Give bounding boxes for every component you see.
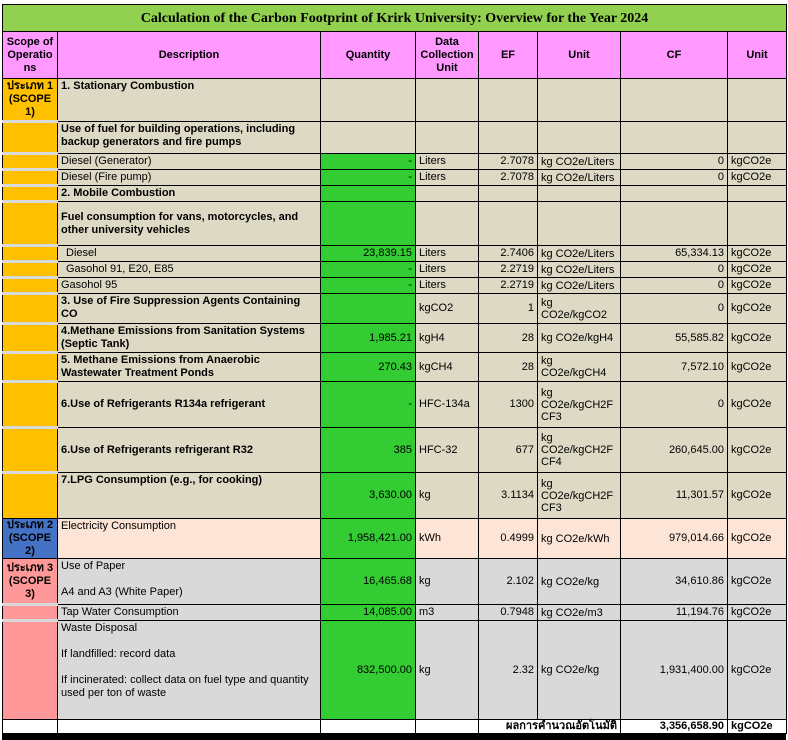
cf-unit-cell[interactable]: kgCO2e xyxy=(728,428,787,473)
ef-unit-cell[interactable]: kg CO2e/kgCH4 xyxy=(538,353,621,382)
ef-cell[interactable]: 0.4999 xyxy=(479,519,538,559)
ef-cell[interactable]: 2.102 xyxy=(479,559,538,605)
data-collection-unit-cell[interactable]: kg xyxy=(416,473,479,519)
cf-cell[interactable]: 0 xyxy=(621,278,728,294)
description-cell[interactable]: Gasohol 91, E20, E85 xyxy=(58,262,321,278)
description-cell[interactable]: 5. Methane Emissions from Anaerobic Wastewater Treatment Ponds xyxy=(58,353,321,382)
cf-cell[interactable]: 34,610.86 xyxy=(621,559,728,605)
cf-cell[interactable]: 979,014.66 xyxy=(621,519,728,559)
data-collection-unit-cell[interactable]: kgCH4 xyxy=(416,353,479,382)
scope-cell[interactable] xyxy=(3,278,58,294)
description-cell[interactable]: 7.LPG Consumption (e.g., for cooking) xyxy=(58,473,321,519)
data-collection-unit-cell[interactable]: HFC-32 xyxy=(416,428,479,473)
ef-cell[interactable]: 1 xyxy=(479,294,538,324)
scope-cell[interactable] xyxy=(3,122,58,154)
ef-cell[interactable]: 677 xyxy=(479,428,538,473)
table-bottom-edge xyxy=(2,734,786,740)
data-collection-unit-cell[interactable] xyxy=(416,202,479,246)
cf-cell[interactable]: 0 xyxy=(621,154,728,170)
cf-unit-cell[interactable] xyxy=(728,186,787,202)
quantity-cell[interactable] xyxy=(321,122,416,154)
description-cell[interactable]: Electricity Consumption xyxy=(58,519,321,559)
description-cell[interactable]: Waste Disposal If landfilled: record data If incinerated: collect data on fuel type and quantity used per ton of waste xyxy=(58,621,321,720)
ef-unit-cell[interactable]: kg CO2e/Liters xyxy=(538,154,621,170)
scope-cell[interactable] xyxy=(3,170,58,186)
ef-unit-cell[interactable]: kg CO2e/kgCO2 xyxy=(538,294,621,324)
quantity-cell[interactable]: - xyxy=(321,154,416,170)
quantity-cell[interactable]: 832,500.00 xyxy=(321,621,416,720)
cf-unit-cell[interactable]: kgCO2e xyxy=(728,154,787,170)
description-cell[interactable]: 4.Methane Emissions from Sanitation Systems (Septic Tank) xyxy=(58,324,321,353)
description-cell[interactable]: 2. Mobile Combustion xyxy=(58,186,321,202)
ef-unit-cell[interactable]: kg CO2e/kgCH2FCF3 xyxy=(538,382,621,428)
quantity-cell[interactable]: - xyxy=(321,262,416,278)
data-collection-unit-cell[interactable]: kgH4 xyxy=(416,324,479,353)
ef-unit-cell[interactable]: kg CO2e/m3 xyxy=(538,605,621,621)
ef-unit-cell[interactable] xyxy=(538,186,621,202)
quantity-cell[interactable]: 16,465.68 xyxy=(321,559,416,605)
table-row xyxy=(3,170,787,186)
ef-unit-cell[interactable]: kg CO2e/Liters xyxy=(538,278,621,294)
ef-cell[interactable] xyxy=(479,122,538,154)
description-cell[interactable]: 6.Use of Refrigerants refrigerant R32 xyxy=(58,428,321,473)
ef-cell[interactable]: 1300 xyxy=(479,382,538,428)
quantity-cell[interactable]: - xyxy=(321,278,416,294)
cf-unit-cell[interactable]: kgCO2e xyxy=(728,353,787,382)
description-cell[interactable]: 1. Stationary Combustion xyxy=(58,79,321,122)
description-cell[interactable]: Diesel xyxy=(58,246,321,262)
column-header-ef-unit[interactable]: Unit xyxy=(538,32,621,79)
ef-unit-cell[interactable]: kg CO2e/Liters xyxy=(538,246,621,262)
ef-cell[interactable]: 28 xyxy=(479,324,538,353)
table-row xyxy=(3,559,787,605)
cf-unit-cell[interactable]: kgCO2e xyxy=(728,605,787,621)
cf-unit-cell[interactable]: kgCO2e xyxy=(728,559,787,605)
ef-cell[interactable] xyxy=(479,79,538,122)
table-row xyxy=(3,246,787,262)
cf-cell[interactable]: 0 xyxy=(621,382,728,428)
scope-cell[interactable] xyxy=(3,428,58,473)
description-cell[interactable]: Diesel (Fire pump) xyxy=(58,170,321,186)
description-cell[interactable]: Diesel (Generator) xyxy=(58,154,321,170)
cf-unit-cell[interactable]: kgCO2e xyxy=(728,278,787,294)
footer-scope-cell[interactable] xyxy=(3,720,58,734)
table-row xyxy=(3,605,787,621)
ef-cell[interactable]: 28 xyxy=(479,353,538,382)
cf-unit-cell[interactable]: kgCO2e xyxy=(728,324,787,353)
ef-unit-cell[interactable]: kg CO2e/Liters xyxy=(538,262,621,278)
quantity-cell[interactable]: 23,839.15 xyxy=(321,246,416,262)
data-collection-unit-cell[interactable]: Liters xyxy=(416,170,479,186)
ef-cell[interactable]: 2.2719 xyxy=(479,262,538,278)
ef-cell[interactable]: 0.7948 xyxy=(479,605,538,621)
data-collection-unit-cell[interactable]: kgCO2 xyxy=(416,294,479,324)
scope-cell[interactable] xyxy=(3,473,58,519)
data-collection-unit-cell[interactable]: kWh xyxy=(416,519,479,559)
data-collection-unit-cell[interactable]: Liters xyxy=(416,278,479,294)
ef-unit-cell[interactable]: kg CO2e/kg xyxy=(538,621,621,720)
ef-cell[interactable] xyxy=(479,186,538,202)
description-cell[interactable]: Fuel consumption for vans, motorcycles, and other university vehicles xyxy=(58,202,321,246)
table-row xyxy=(3,324,787,353)
table-row xyxy=(3,382,787,428)
cf-cell[interactable]: 1,931,400.00 xyxy=(621,621,728,720)
data-collection-unit-cell[interactable]: Liters xyxy=(416,154,479,170)
cf-cell[interactable]: 11,301.57 xyxy=(621,473,728,519)
scope-cell[interactable] xyxy=(3,154,58,170)
footer-description-cell[interactable] xyxy=(58,720,321,734)
cf-cell[interactable]: 0 xyxy=(621,262,728,278)
scope-cell[interactable] xyxy=(3,294,58,324)
ef-unit-cell[interactable]: kg CO2e/kWh xyxy=(538,519,621,559)
scope-cell[interactable] xyxy=(3,621,58,720)
cf-unit-cell[interactable] xyxy=(728,202,787,246)
scope-cell[interactable]: ประเภท 1 (SCOPE 1) xyxy=(3,79,58,122)
ef-unit-cell[interactable]: kg CO2e/kgCH2FCF3 xyxy=(538,473,621,519)
column-header-description[interactable]: Description xyxy=(58,32,321,79)
footer-total-label: ผลการคำนวณอัตโนมัติ xyxy=(479,720,621,734)
carbon-footprint-table xyxy=(2,4,787,734)
scope-cell[interactable] xyxy=(3,246,58,262)
cf-cell[interactable]: 0 xyxy=(621,170,728,186)
cf-unit-cell[interactable]: kgCO2e xyxy=(728,294,787,324)
table-row xyxy=(3,519,787,559)
cf-unit-cell[interactable]: kgCO2e xyxy=(728,170,787,186)
table-row xyxy=(3,353,787,382)
quantity-cell[interactable]: - xyxy=(321,170,416,186)
cf-unit-cell[interactable]: kgCO2e xyxy=(728,262,787,278)
quantity-cell[interactable] xyxy=(321,202,416,246)
data-collection-unit-cell[interactable]: m3 xyxy=(416,605,479,621)
column-header-quantity[interactable]: Quantity xyxy=(321,32,416,79)
column-header-cf[interactable]: CF xyxy=(621,32,728,79)
ef-unit-cell[interactable] xyxy=(538,79,621,122)
ef-cell[interactable] xyxy=(479,202,538,246)
cf-unit-cell[interactable]: kgCO2e xyxy=(728,246,787,262)
table-row xyxy=(3,428,787,473)
description-cell[interactable]: Use of Paper A4 and A3 (White Paper) xyxy=(58,559,321,605)
quantity-cell[interactable]: - xyxy=(321,382,416,428)
quantity-cell[interactable]: 3,630.00 xyxy=(321,473,416,519)
scope-cell[interactable]: ประเภท 2 (SCOPE 2) xyxy=(3,519,58,559)
quantity-cell[interactable]: 1,958,421.00 xyxy=(321,519,416,559)
cf-cell[interactable] xyxy=(621,122,728,154)
ef-cell[interactable]: 2.7078 xyxy=(479,170,538,186)
cf-cell[interactable]: 7,572.10 xyxy=(621,353,728,382)
data-collection-unit-cell[interactable] xyxy=(416,79,479,122)
quantity-cell[interactable] xyxy=(321,79,416,122)
cf-cell[interactable]: 260,645.00 xyxy=(621,428,728,473)
data-collection-unit-cell[interactable]: kg xyxy=(416,621,479,720)
table-row xyxy=(3,122,787,154)
table-row xyxy=(3,79,787,122)
cf-unit-cell[interactable]: kgCO2e xyxy=(728,519,787,559)
footer-dcu-cell[interactable] xyxy=(416,720,479,734)
quantity-cell[interactable]: 14,085.00 xyxy=(321,605,416,621)
ef-unit-cell[interactable]: kg CO2e/kgCH2FCF4 xyxy=(538,428,621,473)
table-row xyxy=(3,278,787,294)
data-collection-unit-cell[interactable]: HFC-134a xyxy=(416,382,479,428)
table-row xyxy=(3,154,787,170)
description-cell[interactable]: 3. Use of Fire Suppression Agents Containing CO xyxy=(58,294,321,324)
data-collection-unit-cell[interactable]: Liters xyxy=(416,262,479,278)
cf-cell[interactable]: 55,585.82 xyxy=(621,324,728,353)
cf-unit-cell[interactable]: kgCO2e xyxy=(728,473,787,519)
cf-cell[interactable] xyxy=(621,202,728,246)
footer-quantity-cell[interactable] xyxy=(321,720,416,734)
cf-cell[interactable]: 65,334.13 xyxy=(621,246,728,262)
quantity-cell[interactable]: 385 xyxy=(321,428,416,473)
ef-cell[interactable]: 2.2719 xyxy=(479,278,538,294)
data-collection-unit-cell[interactable] xyxy=(416,122,479,154)
quantity-cell[interactable] xyxy=(321,186,416,202)
table-row xyxy=(3,202,787,246)
ef-unit-cell[interactable]: kg CO2e/kgH4 xyxy=(538,324,621,353)
scope-cell[interactable] xyxy=(3,186,58,202)
table-row xyxy=(3,621,787,720)
column-header-data-collection-unit[interactable]: Data Collection Unit xyxy=(416,32,479,79)
footer-total-value[interactable]: 3,356,658.90 xyxy=(621,720,728,734)
data-collection-unit-cell[interactable] xyxy=(416,186,479,202)
ef-unit-cell[interactable] xyxy=(538,202,621,246)
sheet-title: Calculation of the Carbon Footprint of Krirk University: Overview for the Year 2024 xyxy=(3,5,787,32)
cf-cell[interactable] xyxy=(621,79,728,122)
cf-cell[interactable] xyxy=(621,186,728,202)
cf-unit-cell[interactable] xyxy=(728,79,787,122)
cf-cell[interactable]: 11,194.76 xyxy=(621,605,728,621)
cf-cell[interactable]: 0 xyxy=(621,294,728,324)
table-row xyxy=(3,294,787,324)
cf-unit-cell[interactable]: kgCO2e xyxy=(728,382,787,428)
scope-cell[interactable] xyxy=(3,353,58,382)
cf-unit-cell[interactable] xyxy=(728,122,787,154)
description-cell[interactable]: Use of fuel for building operations, including backup generators and fire pumps xyxy=(58,122,321,154)
footer-total-unit[interactable]: kgCO2e xyxy=(728,720,787,734)
ef-cell[interactable]: 3.1134 xyxy=(479,473,538,519)
table-row xyxy=(3,186,787,202)
description-cell[interactable]: Gasohol 95 xyxy=(58,278,321,294)
quantity-cell[interactable]: 1,985.21 xyxy=(321,324,416,353)
footer-row xyxy=(3,720,787,734)
title-row xyxy=(3,5,787,32)
ef-unit-cell[interactable]: kg CO2e/kg xyxy=(538,559,621,605)
data-collection-unit-cell[interactable]: kg xyxy=(416,559,479,605)
data-collection-unit-cell[interactable]: Liters xyxy=(416,246,479,262)
description-cell[interactable]: Tap Water Consumption xyxy=(58,605,321,621)
table-row xyxy=(3,262,787,278)
header-row xyxy=(3,32,787,79)
cf-unit-cell[interactable]: kgCO2e xyxy=(728,621,787,720)
ef-unit-cell[interactable] xyxy=(538,122,621,154)
scope-cell[interactable] xyxy=(3,324,58,353)
scope-cell[interactable] xyxy=(3,382,58,428)
ef-cell[interactable]: 2.7406 xyxy=(479,246,538,262)
column-header-cf-unit[interactable]: Unit xyxy=(728,32,787,79)
quantity-cell[interactable]: 270.43 xyxy=(321,353,416,382)
ef-cell[interactable]: 2.7078 xyxy=(479,154,538,170)
scope-cell[interactable] xyxy=(3,262,58,278)
quantity-cell[interactable] xyxy=(321,294,416,324)
ef-unit-cell[interactable]: kg CO2e/Liters xyxy=(538,170,621,186)
column-header-ef[interactable]: EF xyxy=(479,32,538,79)
column-header-scope[interactable]: Scope of Operations xyxy=(3,32,58,79)
table-row xyxy=(3,473,787,519)
scope-cell[interactable] xyxy=(3,202,58,246)
scope-cell[interactable]: ประเภท 3 (SCOPE 3) xyxy=(3,559,58,605)
ef-cell[interactable]: 2.32 xyxy=(479,621,538,720)
scope-cell[interactable] xyxy=(3,605,58,621)
description-cell[interactable]: 6.Use of Refrigerants R134a refrigerant xyxy=(58,382,321,428)
